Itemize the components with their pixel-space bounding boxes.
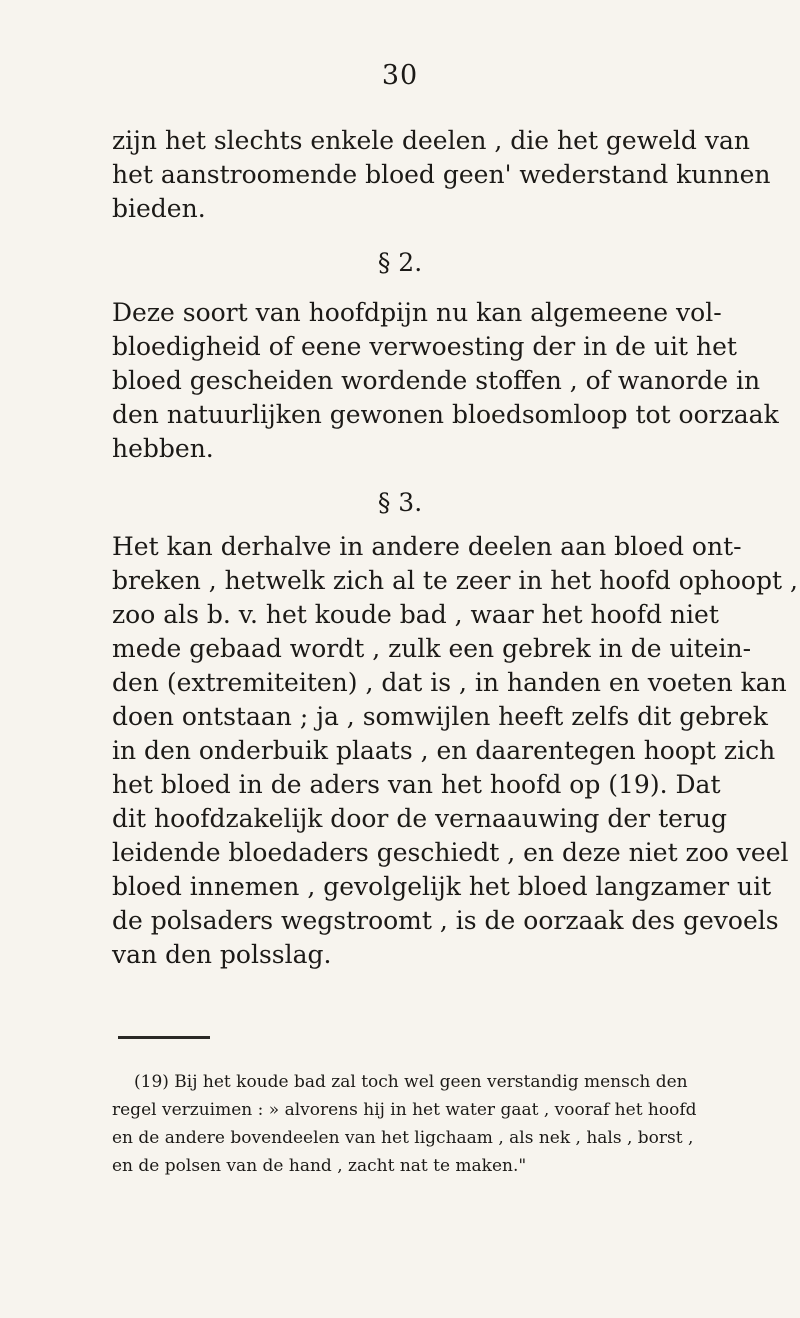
text-line: Het kan derhalve in andere deelen aan bloed ont- <box>112 532 742 561</box>
page-number: 30 <box>381 60 419 91</box>
text-line: den (extremiteiten) , dat is , in handen en voeten kan <box>112 668 787 697</box>
text-line: dit hoofdzakelijk door de vernaauwing der terug <box>112 804 727 833</box>
text-line: zoo als b. v. het koude bad , waar het hoofd niet <box>112 600 719 629</box>
text-line: bloed innemen , gevolgelijk het bloed langzamer uit <box>112 872 772 901</box>
text-line: doen ontstaan ; ja , somwijlen heeft zelfs dit gebrek <box>112 702 768 731</box>
footnote-rule <box>118 1036 210 1039</box>
footnote-line: en de polsen van de hand , zacht nat te maken." <box>112 1156 527 1176</box>
text-line: leidende bloedaders geschiedt , en deze niet zoo veel <box>112 838 789 867</box>
text-line: breken , hetwelk zich al te zeer in het hoofd ophoopt , <box>112 566 798 595</box>
text-line: mede gebaad wordt , zulk een gebrek in de uitein- <box>112 634 752 663</box>
text-line: Deze soort van hoofdpijn nu kan algemeene vol- <box>112 298 722 327</box>
text-line: van den polsslag. <box>112 940 332 969</box>
text-line: het bloed in de aders van het hoofd op (19). Dat <box>112 770 721 799</box>
text-line: den natuurlijken gewonen bloedsomloop tot oorzaak <box>112 400 779 429</box>
section-heading: § 3. <box>377 488 423 517</box>
text-line: bieden. <box>112 194 206 223</box>
section-heading: § 2. <box>377 248 423 277</box>
footnote-line: (19) Bij het koude bad zal toch wel geen verstandig mensch den <box>134 1072 688 1092</box>
text-line: zijn het slechts enkele deelen , die het geweld van <box>112 126 751 155</box>
text-line: het aanstroomende bloed geen' wederstand kunnen <box>112 160 771 189</box>
footnote-line: regel verzuimen : » alvorens hij in het water gaat , vooraf het hoofd <box>112 1100 697 1120</box>
footnote-line: en de andere bovendeelen van het ligchaam , als nek , hals , borst , <box>112 1128 694 1148</box>
text-line: bloedigheid of eene verwoesting der in de uit het <box>112 332 737 361</box>
text-line: de polsaders wegstroomt , is de oorzaak des gevoels <box>112 906 779 935</box>
text-line: hebben. <box>112 434 214 463</box>
text-line: in den onderbuik plaats , en daarentegen hoopt zich <box>112 736 776 765</box>
text-line: bloed gescheiden wordende stoffen , of wanorde in <box>112 366 761 395</box>
